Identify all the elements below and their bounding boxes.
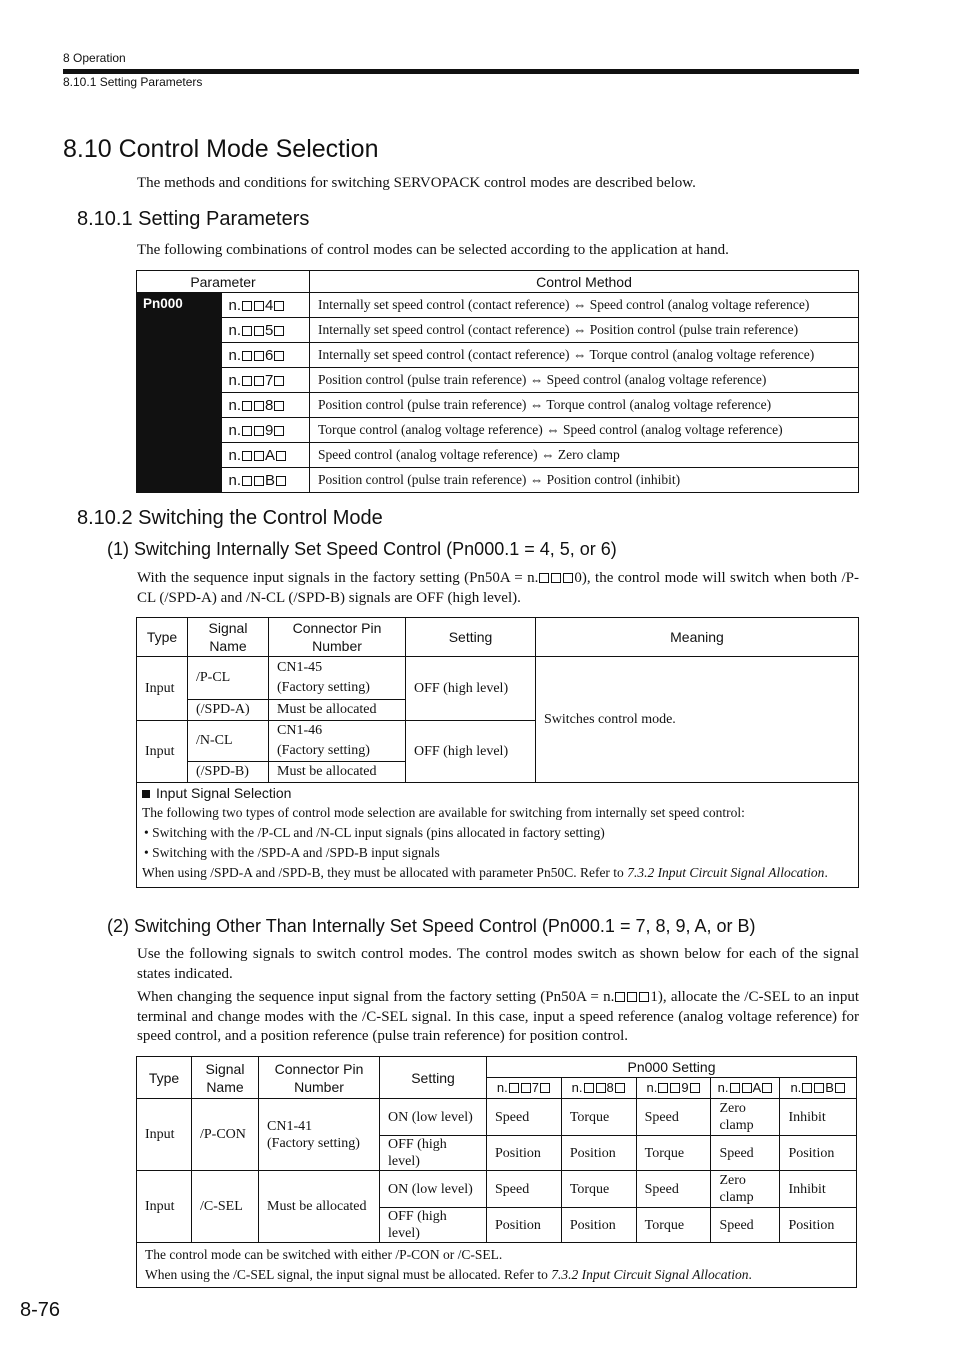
col-header-type: Type <box>137 618 188 657</box>
box-icon <box>274 326 284 336</box>
box-icon <box>521 1083 531 1093</box>
col-header-signal-name: Signal Name <box>188 618 269 657</box>
box-icon <box>509 1083 519 1093</box>
param-code: n. A <box>222 443 310 468</box>
setting-cell: OFF (high level) <box>380 1208 487 1243</box>
signal-cell: /N-CL <box>188 721 269 762</box>
box-icon <box>690 1083 700 1093</box>
box-icon <box>563 573 573 583</box>
box-icon <box>254 451 264 461</box>
signal-cell: /C-SEL <box>192 1171 259 1243</box>
box-icon <box>658 1083 668 1093</box>
col-header-code: n. 8 <box>561 1078 636 1099</box>
connector-cell: Must be allocated <box>259 1171 380 1243</box>
col-header-connector: Connector Pin Number <box>259 1057 380 1099</box>
mode-cell: Zero clamp <box>711 1099 780 1136</box>
box-icon <box>276 451 286 461</box>
box-icon <box>254 301 264 311</box>
param-code: n. 4 <box>222 293 310 318</box>
param-code: n. 8 <box>222 393 310 418</box>
note-line: When using the /C-SEL signal, the input signal must be allocated. Refer to 7.3.2 Input Circuit Signal Allocation. <box>145 1267 752 1282</box>
note-line: When using /SPD-A and /SPD-B, they must be allocated with parameter Pn50C. Refer to 7.3.2 Input Circuit Signal Allocation. <box>142 865 828 880</box>
box-icon <box>274 426 284 436</box>
mode-cell: Speed <box>636 1171 711 1208</box>
note-line: • Switching with the /SPD-A and /SPD-B input signals <box>144 845 440 860</box>
box-icon <box>539 573 549 583</box>
subsection-2-text-1: Use the following signals to switch control modes. The control modes switch as shown below for each of the signal states indicated. <box>137 946 859 982</box>
box-icon <box>242 326 252 336</box>
box-icon <box>762 1083 772 1093</box>
box-icon <box>615 992 625 1002</box>
mode-cell: Torque <box>561 1171 636 1208</box>
connector-cell: CN1-45 (Factory setting) <box>269 657 406 700</box>
param-code: n. B <box>222 468 310 493</box>
box-icon <box>835 1083 845 1093</box>
control-method-cell: Position control (pulse train reference) ⇔ Position control (inhibit) <box>310 468 859 493</box>
mode-cell: Speed <box>711 1208 780 1243</box>
box-icon <box>584 1083 594 1093</box>
control-method-cell: Torque control (analog voltage reference) ⇔ Speed control (analog voltage reference) <box>310 418 859 443</box>
box-icon <box>551 573 561 583</box>
mode-cell: Speed <box>711 1136 780 1171</box>
box-icon <box>540 1083 550 1093</box>
box-icon <box>254 326 264 336</box>
col-header-setting: Setting <box>406 618 536 657</box>
setting-cell: OFF (high level) <box>406 721 536 783</box>
connector-cell: Must be allocated <box>269 700 406 721</box>
signal-cell: /P-CON <box>192 1099 259 1171</box>
box-icon <box>274 301 284 311</box>
input-signal-selection-note <box>137 783 859 888</box>
subsection-heading-1: (1) Switching Internally Set Speed Control (Pn000.1 = 4, 5, or 6) <box>107 539 617 559</box>
box-icon <box>730 1083 740 1093</box>
type-cell: Input <box>137 1171 192 1243</box>
subsection-1-text: With the sequence input signals in the factory setting (Pn50A = n. 0), the control mode will switch when both /P-CL (/SPD-A) and /N-CL (/SPD-B) signals are OFF (high level). <box>137 570 860 606</box>
box-icon <box>639 992 649 1002</box>
mode-cell: Position <box>780 1136 857 1171</box>
col-header-pn000-setting: Pn000 Setting <box>487 1057 857 1078</box>
box-icon <box>615 1083 625 1093</box>
type-cell: Input <box>137 721 188 783</box>
box-icon <box>254 351 264 361</box>
mode-cell: Zero clamp <box>711 1171 780 1208</box>
running-header-chapter: 8 Operation <box>63 51 126 65</box>
mode-cell: Inhibit <box>780 1099 857 1136</box>
col-header-setting: Setting <box>380 1057 487 1099</box>
mode-cell: Position <box>487 1208 562 1243</box>
box-icon <box>254 401 264 411</box>
note-line: The control mode can be switched with either /P-CON or /C-SEL. <box>145 1247 503 1262</box>
mode-cell: Speed <box>487 1171 562 1208</box>
col-header-code: n. 9 <box>636 1078 711 1099</box>
col-header-code: n. A <box>711 1078 780 1099</box>
col-header-control-method: Control Method <box>310 271 859 293</box>
section-8-10-1-text: The following combinations of control modes can be selected according to the application at hand. <box>137 242 729 258</box>
box-icon <box>814 1083 824 1093</box>
mode-cell: Speed <box>636 1099 711 1136</box>
box-icon <box>742 1083 752 1093</box>
col-header-code: n. B <box>780 1078 857 1099</box>
note-title: Input Signal Selection <box>142 783 853 803</box>
mode-cell: Position <box>561 1136 636 1171</box>
box-icon <box>254 476 264 486</box>
mode-cell: Position <box>780 1208 857 1243</box>
box-icon <box>254 426 264 436</box>
signal-table-2 <box>136 1056 857 1288</box>
box-icon <box>242 426 252 436</box>
running-header-section: 8.10.1 Setting Parameters <box>63 75 203 89</box>
square-bullet-icon <box>142 790 150 798</box>
section-heading-8-10-2: 8.10.2 Switching the Control Mode <box>77 507 383 529</box>
mode-cell: Inhibit <box>780 1171 857 1208</box>
col-header-code: n. 7 <box>487 1078 562 1099</box>
mode-cell: Torque <box>561 1099 636 1136</box>
subsection-heading-2: (2) Switching Other Than Internally Set Speed Control (Pn000.1 = 7, 8, 9, A, or B) <box>107 916 756 936</box>
note-line: • Switching with the /P-CL and /N-CL input signals (pins allocated in factory setting) <box>144 825 605 840</box>
connector-cell: Must be allocated <box>269 762 406 783</box>
mode-cell: Speed <box>487 1099 562 1136</box>
control-method-cell: Position control (pulse train reference) ⇔ Speed control (analog voltage reference) <box>310 368 859 393</box>
type-cell: Input <box>137 1099 192 1171</box>
param-code: n. 9 <box>222 418 310 443</box>
control-method-cell: Speed control (analog voltage reference) ⇔ Zero clamp <box>310 443 859 468</box>
box-icon <box>670 1083 680 1093</box>
col-header-type: Type <box>137 1057 192 1099</box>
signal-cell: (/SPD-B) <box>188 762 269 783</box>
box-icon <box>242 351 252 361</box>
box-icon <box>254 376 264 386</box>
page-title: 8.10 Control Mode Selection <box>63 135 379 163</box>
signal-cell: /P-CL <box>188 657 269 700</box>
cross-reference-link[interactable]: 7.3.2 Input Circuit Signal Allocation <box>627 865 825 880</box>
col-header-parameter: Parameter <box>137 271 310 293</box>
col-header-signal-name: Signal Name <box>192 1057 259 1099</box>
mode-cell: Torque <box>636 1208 711 1243</box>
box-icon <box>802 1083 812 1093</box>
box-icon <box>627 992 637 1002</box>
setting-cell: ON (low level) <box>380 1099 487 1136</box>
control-method-cell: Position control (pulse train reference) ⇔ Torque control (analog voltage reference) <box>310 393 859 418</box>
col-header-meaning: Meaning <box>536 618 859 657</box>
control-method-cell: Internally set speed control (contact reference) ⇔ Torque control (analog voltage reference) <box>310 343 859 368</box>
control-method-cell: Internally set speed control (contact reference) ⇔ Position control (pulse train reference) <box>310 318 859 343</box>
box-icon <box>242 476 252 486</box>
note-line: The following two types of control mode selection are available for switching from internally set speed control: <box>142 805 745 820</box>
connector-cell: CN1-46 (Factory setting) <box>269 721 406 762</box>
box-icon <box>596 1083 606 1093</box>
param-code: n. 7 <box>222 368 310 393</box>
box-icon <box>274 351 284 361</box>
col-header-connector: Connector Pin Number <box>269 618 406 657</box>
cross-reference-link[interactable]: 7.3.2 Input Circuit Signal Allocation <box>551 1267 749 1282</box>
param-code: n. 6 <box>222 343 310 368</box>
mode-cell: Position <box>487 1136 562 1171</box>
section-heading-8-10-1: 8.10.1 Setting Parameters <box>77 208 310 230</box>
table-note <box>137 1243 857 1288</box>
box-icon <box>242 451 252 461</box>
mode-cell: Torque <box>636 1136 711 1171</box>
setting-cell: OFF (high level) <box>406 657 536 721</box>
connector-cell: CN1-41 (Factory setting) <box>259 1099 380 1171</box>
param-code: n. 5 <box>222 318 310 343</box>
signal-cell: (/SPD-A) <box>188 700 269 721</box>
box-icon <box>242 401 252 411</box>
box-icon <box>242 376 252 386</box>
param-pn000: Pn000 <box>137 293 222 493</box>
type-cell: Input <box>137 657 188 721</box>
subsection-2-text-2: When changing the sequence input signal from the factory setting (Pn50A = n. 1), allocate the /C-SEL to an input terminal and change modes with the /C-SEL signal. In this case, input a speed reference (analog voltage reference) for speed control, and a position reference (pulse train reference) for position control. <box>137 989 859 1044</box>
mode-cell: Position <box>561 1208 636 1243</box>
meaning-cell: Switches control mode. <box>536 657 859 783</box>
control-method-cell: Internally set speed control (contact reference) ⇔ Speed control (analog voltage reference) <box>310 293 859 318</box>
setting-cell: ON (low level) <box>380 1171 487 1208</box>
box-icon <box>274 401 284 411</box>
box-icon <box>242 301 252 311</box>
setting-cell: OFF (high level) <box>380 1136 487 1171</box>
page-number: 8-76 <box>20 1299 61 1321</box>
intro-text: The methods and conditions for switching SERVOPACK control modes are described below. <box>137 175 696 191</box>
signal-table-1 <box>136 617 859 888</box>
parameter-table <box>136 270 859 493</box>
box-icon <box>274 376 284 386</box>
header-rule <box>63 69 859 74</box>
box-icon <box>276 476 286 486</box>
